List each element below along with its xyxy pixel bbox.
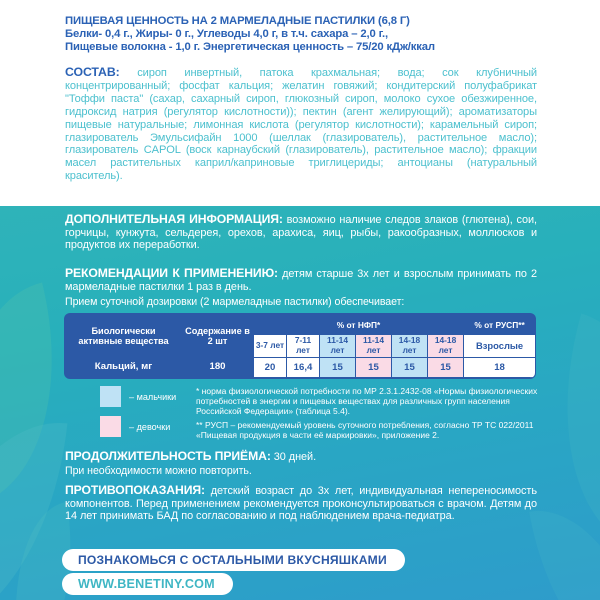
composition-label: СОСТАВ: <box>65 65 120 79</box>
table-col-adults: Взрослые <box>464 335 535 358</box>
cta-tagline: ПОЗНАКОМЬСЯ С ОСТАЛЬНЫМИ ВКУСНЯШКАМИ <box>62 549 405 571</box>
duration-section <box>65 450 537 464</box>
composition-text: сироп инвертный, патока крахмальная; вода; сок клубничный концентрированный; фосфат кальция; желатин говяжий; кондитерский полуфабрикат "Тоффи паста" (сахар, сахарный сироп, глюкозный сироп, молоко сухое обезжиренное, гидроксид натрия (регулятор кислотности)); пектин (агент желирующий); ароматизаторы пищевые натуральные; лимонная кислота (регулятор кислотности); карамельный сироп; глазирователь Эмульсифайн 1000 (шеллак (глазирователь), растительное масло); глазирователь CAPOL (воск карнаубский (глазирователь), растительное масло); фракции масел растительных каприл/каприновые триглицериды; антоцианы (натуральный краситель). <box>65 67 537 183</box>
table-age-col-3: 11-14 лет <box>356 335 392 358</box>
table-cell-substance: Кальций, мг <box>66 358 176 378</box>
cta-block <box>62 549 405 595</box>
table-group-nfp: % от НФП* <box>254 315 464 335</box>
additional-info-section <box>65 213 537 252</box>
legend-swatch-pink-icon <box>100 416 121 437</box>
table-cell-value-0: 20 <box>254 358 287 378</box>
nutrition-table <box>65 314 535 378</box>
table-col-content: Содержание в 2 шт <box>176 315 254 358</box>
additional-info-label: ДОПОЛНИТЕЛЬНАЯ ИНФОРМАЦИЯ: <box>65 212 283 226</box>
nutrition-line-energy: Пищевые волокна - 1,0 г. Энергетическая ценность – 75/20 кДж/ккал <box>65 41 435 54</box>
table-cell-value-1: 16,4 <box>287 358 320 378</box>
recommendations-section <box>65 267 537 293</box>
table-cell-adults: 18 <box>464 358 535 378</box>
contraindications-section <box>65 484 537 523</box>
table-cell-content: 180 <box>176 358 254 378</box>
table-group-rusp: % от РУСП** <box>464 315 535 335</box>
table-age-col-4: 14-18 лет <box>392 335 428 358</box>
nutrition-title: ПИЩЕВАЯ ЦЕННОСТЬ НА 2 МАРМЕЛАДНЫЕ ПАСТИЛКИ (6,8 Г) <box>65 15 410 27</box>
footnote-nfp: * норма физиологической потребности по МР 2.3.1.2432-08 «Нормы физиологических потребностей в энергии и пищевых веществах для различных групп населения Российской Федерации» (таблица 5.4). <box>196 386 538 417</box>
duration-label: ПРОДОЛЖИТЕЛЬНОСТЬ ПРИЁМА: <box>65 449 271 463</box>
additional-info-text: возможно наличие следов злаков (глютена), сои, горчицы, кунжута, сельдерея, орехов, арахиса, яиц, рыбы, ракообразных, моллюсков и продуктов их переработки. <box>65 214 537 252</box>
table-cell-value-3: 15 <box>356 358 392 378</box>
table-age-col-1: 7-11 лет <box>287 335 320 358</box>
table-cell-value-5: 15 <box>428 358 464 378</box>
composition-section <box>65 66 537 183</box>
cta-website-link[interactable]: WWW.BENETINY.COM <box>62 573 233 595</box>
duration-text: 30 дней. <box>270 451 317 463</box>
table-header-row-groups <box>66 315 536 335</box>
table-row <box>66 358 536 378</box>
table-age-col-5: 14-18 лет <box>428 335 464 358</box>
footnote-rusp: ** РУСП – рекомендуемый уровень суточного потребления, согласно ТР ТС 022/2011 «Пищевая продукция в части её маркировки», приложение 2. <box>196 420 534 441</box>
recommendations-subtext: Прием суточной дозировки (2 мармеладные пастилки) обеспечивает: <box>65 296 405 308</box>
recommendations-label: РЕКОМЕНДАЦИИ К ПРИМЕНЕНИЮ: <box>65 266 279 280</box>
nutrition-facts-header <box>65 15 535 54</box>
table-col-substance: Биологически активные вещества <box>66 315 176 358</box>
contraindications-label: ПРОТИВОПОКАЗАНИЯ: <box>65 483 205 497</box>
table-cell-value-4: 15 <box>392 358 428 378</box>
nutrition-line-macros: Белки- 0,4 г., Жиры- 0 г., Углеводы 4,0 г, в т.ч. сахара – 2,0 г., <box>65 28 388 41</box>
contraindications-text: детский возраст до 3х лет, индивидуальная непереносимость компонентов. Перед применением рекомендуется проконсультироваться с врачом. Детям до 14 лет принимать БАД по согласованию и под наблюдением врача-педиатра. <box>65 485 537 523</box>
table-cell-value-2: 15 <box>320 358 356 378</box>
duration-subtext: При необходимости можно повторить. <box>65 465 252 477</box>
legend-swatch-blue-icon <box>100 386 121 407</box>
table-age-col-0: 3-7 лет <box>254 335 287 358</box>
legend-label-girls: – девочки <box>129 421 171 432</box>
legend-label-boys: – мальчики <box>129 391 177 402</box>
table-age-col-2: 11-14 лет <box>320 335 356 358</box>
recommendations-text: детям старше 3х лет и взрослым принимать по 2 мармеладные пастилки 1 раз в день. <box>65 268 538 293</box>
